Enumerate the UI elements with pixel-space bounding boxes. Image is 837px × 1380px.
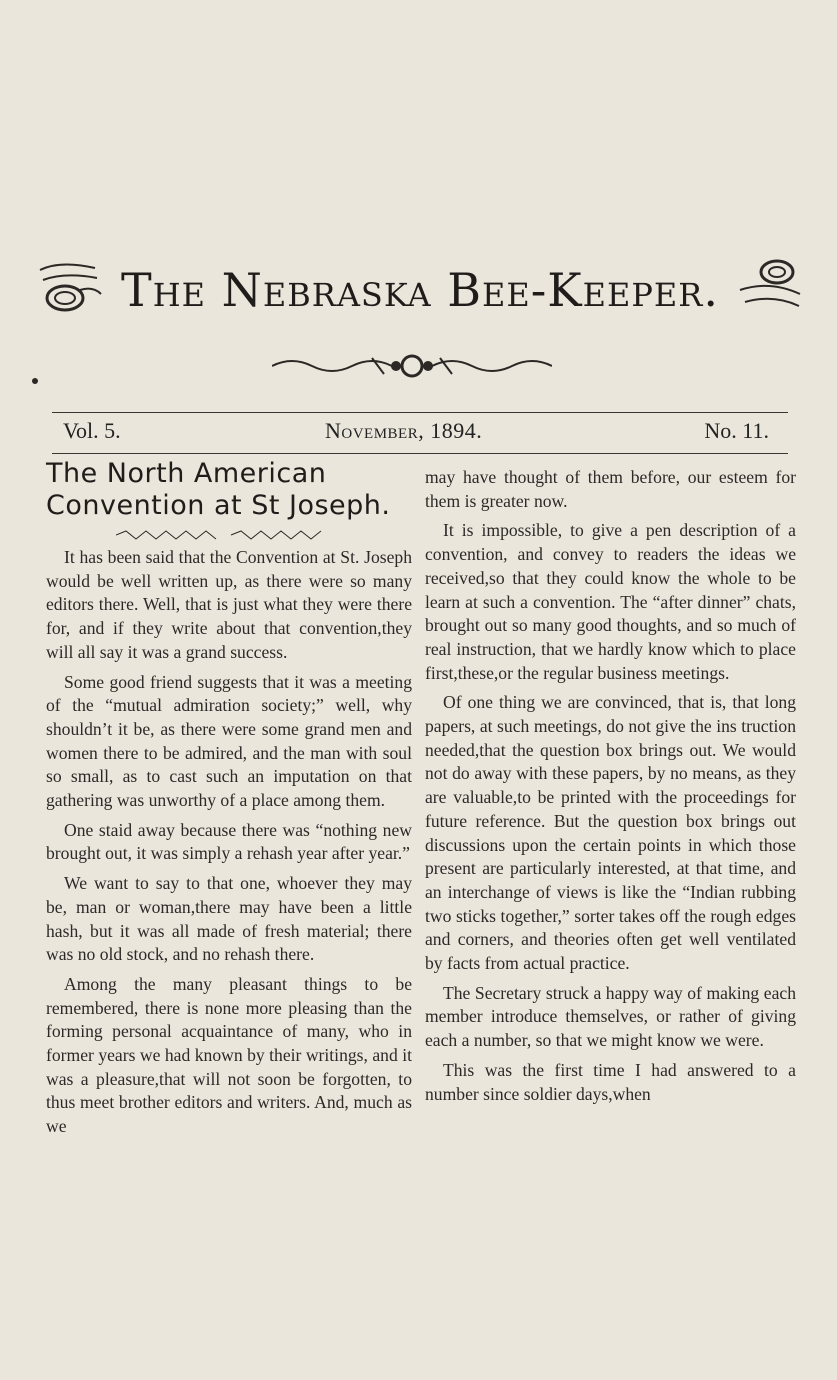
- paragraph: may have thought of them before, our esteem for them is greater now.: [425, 467, 796, 511]
- decorative-divider-ornament: [272, 348, 552, 384]
- right-column: [425, 466, 796, 1112]
- right-flourish-ornament: [735, 250, 805, 320]
- issue-date: November, 1894.: [325, 418, 483, 443]
- paragraph: Of one thing we are convinced, that is, that long papers, at such meetings, do not give the ins truction needed,that the question box brings out. We would not do away with these papers, by no means, as they are valuable,to be printed with the proceedings for future reference. But the question box brings out discussions upon the certain points in which those present are particularly interested, at that time, and an interchange of views is like the “Indian rubbing two sticks together,” sorter takes off the rough edges and corners, and theories often get well ventilated by facts from actual practice.: [425, 692, 796, 974]
- masthead-title: The Nebraska Bee-Keeper.: [121, 263, 719, 317]
- paragraph: Among the many pleasant things to be remembered, there is none more pleasing than the forming personal acquaintance of many, who in former years we had known by their writings, and it was a pleasure,that will not soon be forgotten, to thus meet brother editors and writers. And, much as we: [46, 973, 412, 1137]
- paragraph: The Secretary struck a happy way of making each member introduce themselves, or rather of giving each a number, so that we might know we were.: [425, 982, 796, 1051]
- masthead: [30, 250, 810, 330]
- top-rule: [52, 412, 788, 413]
- volume-label: Vol. 5.: [63, 418, 121, 443]
- left-column: [46, 458, 412, 1145]
- ink-dot: [32, 378, 38, 384]
- paragraph: This was the first time I had answered to a number since soldier days,when: [425, 1059, 796, 1104]
- paragraph: One staid away because there was “nothing new brought out, it was simply a rehash year after year.”: [46, 819, 412, 864]
- paragraph: We want to say to that one, whoever they may be, man or woman,there may have been a little hash, but it was all made of fresh material; there was no old stock, and no rehash there.: [46, 873, 412, 965]
- title-underline-ornament: [116, 530, 326, 540]
- article-title: The North American Convention at St Joseph.: [46, 458, 391, 521]
- issue-number: No. 11.: [704, 418, 769, 443]
- issue-line: [63, 418, 769, 450]
- paragraph: Some good friend suggests that it was a meeting of the “mutual admiration society;” well, why shouldn’t it be, as there were some grand men and women there to be admired, and the man with soul so small, as to cast such an imputation on that gathering was unworthy of a place among them.: [46, 671, 412, 811]
- bottom-rule: [52, 453, 788, 454]
- paragraph: It has been said that the Convention at St. Joseph would be well written up, as there were so many editors there. Well, that is just what they were there for, and if they write about that convention,they will all say it was a grand success.: [46, 547, 412, 662]
- paragraph: It is impossible, to give a pen description of a convention, and convey to readers the ideas we received,so that they could know the whole to be learn at such a convention. The “after dinner” chats, brought out so many good thoughts, and so much of real instruction, that we hardly know which to place first,these,or the regular business meetings.: [425, 520, 796, 683]
